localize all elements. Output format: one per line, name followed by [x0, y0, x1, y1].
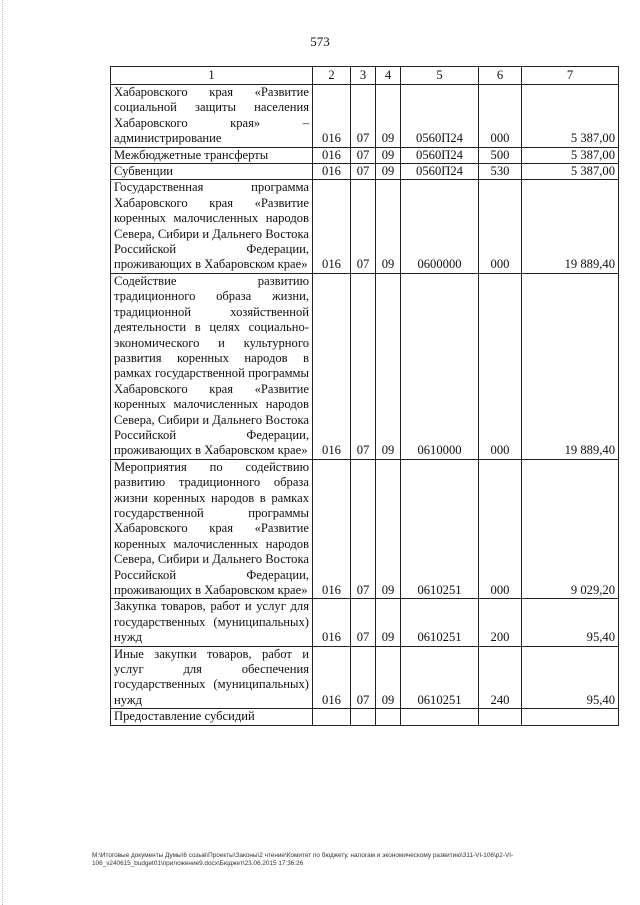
row-subsection-code: 09	[376, 147, 401, 163]
row-target-code: 0610000	[401, 273, 479, 459]
row-amount: 9 029,20	[522, 459, 619, 599]
header-col-7: 7	[522, 67, 619, 85]
table-row	[111, 85, 619, 148]
row-amount: 5 387,00	[522, 85, 619, 148]
header-col-2: 2	[313, 67, 351, 85]
header-col-5: 5	[401, 67, 479, 85]
table-row	[111, 599, 619, 646]
scan-edge	[2, 0, 4, 905]
row-subsection-code: 09	[376, 85, 401, 148]
header-col-3: 3	[351, 67, 376, 85]
row-amount: 19 889,40	[522, 180, 619, 273]
row-ministry-code: 016	[313, 180, 351, 273]
row-expense-type: 530	[479, 164, 522, 180]
row-name: Субвенции	[111, 164, 313, 180]
row-target-code: 0560П24	[401, 85, 479, 148]
row-section-code: 07	[351, 180, 376, 273]
row-amount	[522, 709, 619, 725]
row-subsection-code: 09	[376, 599, 401, 646]
row-subsection-code: 09	[376, 164, 401, 180]
row-ministry-code: 016	[313, 85, 351, 148]
row-name: Закупка товаров, работ и услуг для государственных (муниципальных) нужд	[111, 599, 313, 646]
row-name: Иные закупки товаров, работ и услуг для обеспечения государственных (муниципальных) нужд	[111, 646, 313, 709]
row-ministry-code: 016	[313, 273, 351, 459]
table-row	[111, 273, 619, 459]
row-name: Предоставление субсидий	[111, 709, 313, 725]
row-ministry-code: 016	[313, 459, 351, 599]
header-col-4: 4	[376, 67, 401, 85]
row-section-code: 07	[351, 164, 376, 180]
table-row	[111, 147, 619, 163]
row-name: Содействие развитию традиционного образа жизни, традиционной хозяйственной деятельности в целях социально-экономического и культурного развития коренных народов в рамках государственной программы Хабаровского края «Развитие коренных малочисленных народов Севера, Сибири и Дальнего Востока Российской Федерации, проживающих в Хабаровском крае»	[111, 273, 313, 459]
table-row	[111, 709, 619, 725]
row-target-code: 0600000	[401, 180, 479, 273]
row-subsection-code: 09	[376, 273, 401, 459]
row-name: Мероприятия по содействию развитию традиционного образа жизни коренных народов в рамках государственной программы Хабаровского края «Развитие коренных малочисленных народов Севера, Сибири и Дальнего Востока Российской Федерации, проживающих в Хабаровском крае»	[111, 459, 313, 599]
row-ministry-code	[313, 709, 351, 725]
row-section-code: 07	[351, 459, 376, 599]
row-target-code: 0560П24	[401, 147, 479, 163]
row-target-code: 0560П24	[401, 164, 479, 180]
row-name: Межбюджетные трансферты	[111, 147, 313, 163]
row-ministry-code: 016	[313, 599, 351, 646]
table-row	[111, 180, 619, 273]
table-row	[111, 164, 619, 180]
row-expense-type: 000	[479, 180, 522, 273]
header-col-6: 6	[479, 67, 522, 85]
row-amount: 95,40	[522, 646, 619, 709]
row-section-code	[351, 709, 376, 725]
row-section-code: 07	[351, 646, 376, 709]
page-number: 573	[310, 34, 330, 49]
row-target-code: 0610251	[401, 599, 479, 646]
table-row	[111, 646, 619, 709]
row-amount: 19 889,40	[522, 273, 619, 459]
row-expense-type: 500	[479, 147, 522, 163]
row-amount: 95,40	[522, 599, 619, 646]
row-name: Хабаровского края «Развитие социальной защиты населения Хабаровского края» – администрирование	[111, 85, 313, 148]
row-expense-type: 000	[479, 85, 522, 148]
row-amount: 5 387,00	[522, 164, 619, 180]
row-expense-type: 240	[479, 646, 522, 709]
row-subsection-code: 09	[376, 646, 401, 709]
row-amount: 5 387,00	[522, 147, 619, 163]
row-ministry-code: 016	[313, 147, 351, 163]
row-expense-type: 000	[479, 273, 522, 459]
row-target-code	[401, 709, 479, 725]
row-expense-type	[479, 709, 522, 725]
document-path-footer	[92, 852, 622, 868]
row-section-code: 07	[351, 147, 376, 163]
header-col-1: 1	[111, 67, 313, 85]
row-expense-type: 000	[479, 459, 522, 599]
row-ministry-code: 016	[313, 164, 351, 180]
table-row	[111, 459, 619, 599]
header-row	[111, 67, 619, 85]
row-target-code: 0610251	[401, 646, 479, 709]
row-subsection-code: 09	[376, 180, 401, 273]
row-section-code: 07	[351, 85, 376, 148]
row-section-code: 07	[351, 599, 376, 646]
row-target-code: 0610251	[401, 459, 479, 599]
row-subsection-code: 09	[376, 459, 401, 599]
row-expense-type: 200	[479, 599, 522, 646]
budget-table	[110, 66, 619, 726]
row-ministry-code: 016	[313, 646, 351, 709]
row-subsection-code	[376, 709, 401, 725]
footer-path-line-1: М:\Итоговые документы Думы\6 созыв\Проекты\Законы\2 чтение\Комитет по бюджету, налогам и экономическому развитию\311-VI-106\р2-VI-	[92, 852, 514, 859]
footer-path-line-2: 106_v240615_budget01\приложение9.docx\Бюджет\23.06.2015 17:36:26	[92, 860, 304, 867]
row-name: Государственная программа Хабаровского края «Развитие коренных малочисленных народов Севера, Сибири и Дальнего Востока Российской Федерации, проживающих в Хабаровском крае»	[111, 180, 313, 273]
row-section-code: 07	[351, 273, 376, 459]
